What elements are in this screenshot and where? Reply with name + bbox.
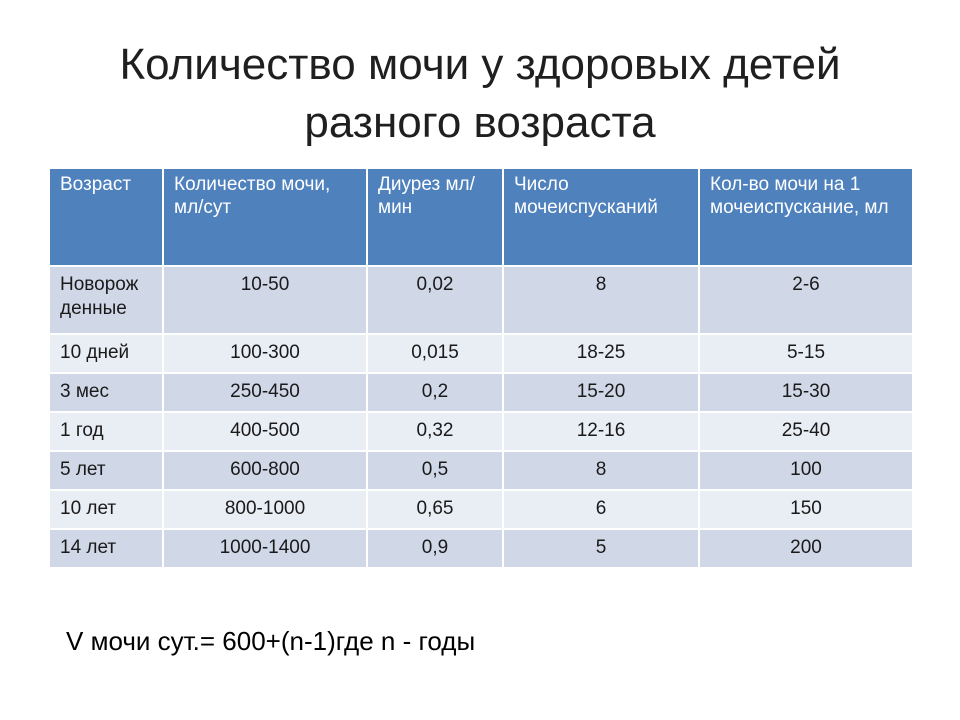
cell-age: 5 лет bbox=[49, 451, 163, 490]
table-row bbox=[49, 373, 913, 412]
cell-urination-count: 5 bbox=[503, 529, 699, 568]
cell-age: 14 лет bbox=[49, 529, 163, 568]
header-urine-per-urination: Кол-во мочи на 1 мочеиспускание, мл bbox=[699, 168, 913, 266]
cell-diuresis: 0,015 bbox=[367, 334, 503, 373]
cell-urination-count: 8 bbox=[503, 266, 699, 334]
cell-urine-per-urination: 25-40 bbox=[699, 412, 913, 451]
slide-title-line-1: Количество мочи у здоровых детей bbox=[119, 40, 841, 89]
header-diuresis: Диурез мл/мин bbox=[367, 168, 503, 266]
cell-urine-per-day: 250-450 bbox=[163, 373, 367, 412]
cell-urine-per-day: 800-1000 bbox=[163, 490, 367, 529]
cell-urine-per-urination: 200 bbox=[699, 529, 913, 568]
cell-urine-per-day: 10-50 bbox=[163, 266, 367, 334]
table-row bbox=[49, 490, 913, 529]
urine-volume-formula: V мочи сут.= 600+(n-1)где n - годы bbox=[66, 626, 476, 656]
cell-diuresis: 0,2 bbox=[367, 373, 503, 412]
table-header-row bbox=[49, 168, 913, 266]
cell-age: Новорожденные bbox=[49, 266, 163, 334]
cell-urination-count: 12-16 bbox=[503, 412, 699, 451]
table-row bbox=[49, 334, 913, 373]
cell-diuresis: 0,65 bbox=[367, 490, 503, 529]
table-row bbox=[49, 412, 913, 451]
header-age: Возраст bbox=[49, 168, 163, 266]
cell-urination-count: 6 bbox=[503, 490, 699, 529]
slide-title bbox=[40, 36, 920, 152]
table-row bbox=[49, 266, 913, 334]
cell-urine-per-urination: 100 bbox=[699, 451, 913, 490]
cell-urination-count: 8 bbox=[503, 451, 699, 490]
header-urine-per-day: Количество мочи, мл/сут bbox=[163, 168, 367, 266]
cell-urination-count: 18-25 bbox=[503, 334, 699, 373]
cell-diuresis: 0,02 bbox=[367, 266, 503, 334]
urine-volume-table bbox=[48, 167, 914, 569]
cell-urine-per-day: 1000-1400 bbox=[163, 529, 367, 568]
cell-age: 10 лет bbox=[49, 490, 163, 529]
table-row bbox=[49, 529, 913, 568]
cell-diuresis: 0,32 bbox=[367, 412, 503, 451]
cell-urine-per-urination: 5-15 bbox=[699, 334, 913, 373]
cell-urine-per-urination: 150 bbox=[699, 490, 913, 529]
cell-diuresis: 0,5 bbox=[367, 451, 503, 490]
header-urination-count: Число мочеиспусканий bbox=[503, 168, 699, 266]
cell-urine-per-urination: 2-6 bbox=[699, 266, 913, 334]
slide-title-line-2: разного возраста bbox=[304, 98, 656, 147]
cell-age: 1 год bbox=[49, 412, 163, 451]
table-row bbox=[49, 451, 913, 490]
cell-urination-count: 15-20 bbox=[503, 373, 699, 412]
cell-urine-per-day: 400-500 bbox=[163, 412, 367, 451]
cell-age: 3 мес bbox=[49, 373, 163, 412]
cell-age: 10 дней bbox=[49, 334, 163, 373]
cell-urine-per-urination: 15-30 bbox=[699, 373, 913, 412]
cell-urine-per-day: 100-300 bbox=[163, 334, 367, 373]
cell-urine-per-day: 600-800 bbox=[163, 451, 367, 490]
cell-diuresis: 0,9 bbox=[367, 529, 503, 568]
